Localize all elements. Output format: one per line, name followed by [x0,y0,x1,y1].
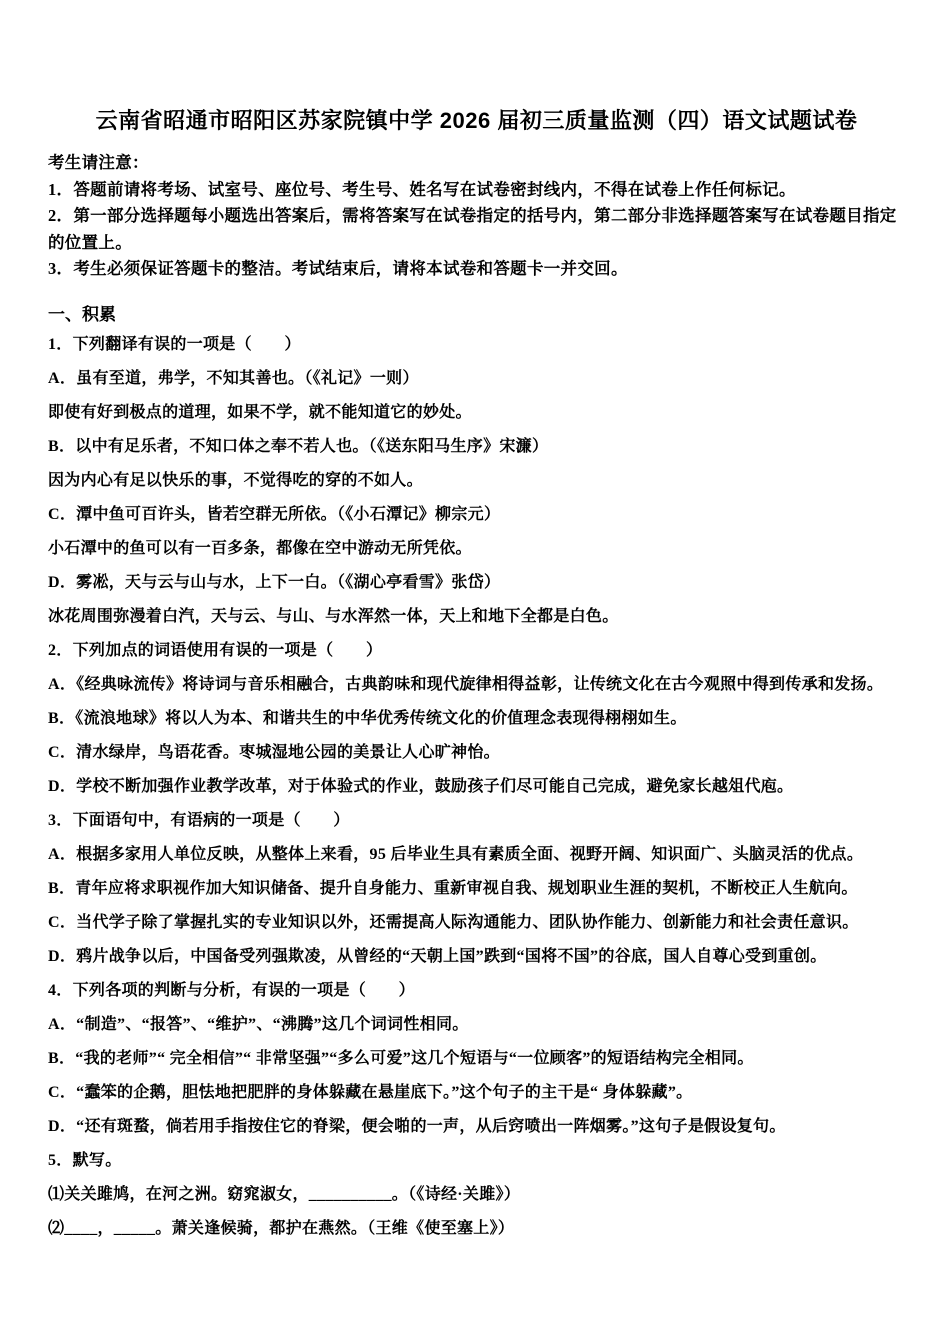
notice-item-3: 3．考生必须保证答题卡的整洁。考试结束后，请将本试卷和答题卡一并交回。 [48,259,628,278]
q1-option-a: A．虽有至道，弗学，不知其善也。（《礼记》一则） [48,369,419,387]
q4-option-a: A．“制造”、“报答”、“维护”、“沸腾”这几个词词性相同。 [48,1015,469,1033]
section-heading-accumulation: 一、积累 [48,304,116,324]
q3-option-a: A．根据多家用人单位反映，从整体上来看，95 后毕业生具有素质全面、视野开阔、知识面广、头脑灵活的优点。 [48,845,864,863]
q2-option-d: D．学校不断加强作业教学改革，对于体验式的作业，鼓励孩子们尽可能自己完成，避免家长越俎代庖。 [48,777,794,795]
question-5-stem: 5．默写。 [48,1151,122,1169]
q1-translation-a: 即使有好到极点的道理，如果不学，就不能知道它的妙处。 [48,403,472,421]
q5-blank-2: ⑵____，_____。萧关逢候骑，都护在燕然。（王维《使至塞上》） [48,1219,515,1237]
q2-option-a: A．《经典咏流传》将诗词与音乐相融合，古典韵味和现代旋律相得益彰，让传统文化在古今观照中得到传承和发扬。 [48,675,884,693]
notice-item-1: 1．答题前请将考场、试室号、座位号、考生号、姓名写在试卷密封线内，不得在试卷上作任何标记。 [48,179,796,199]
q4-option-c: C．“蠢笨的企鹅，胆怯地把肥胖的身体躲藏在悬崖底下。”这个句子的主干是“ 身体躲藏”。 [48,1083,693,1101]
q4-option-d: D．“还有斑蝥，倘若用手指按住它的脊梁，便会啪的一声，从后窍喷出一阵烟雾。”这句子是假设复句。 [48,1117,786,1135]
question-list [48,328,905,1246]
q3-option-b: B．青年应将求职视作加大知识储备、提升自身能力、重新审视自我、规划职业生涯的契机，不断校正人生航向。 [48,879,858,897]
question-4-stem: 4．下列各项的判断与分析，有误的一项是（ ） [48,981,415,999]
question-1-stem: 1．下列翻译有误的一项是（ ） [48,335,301,353]
q2-option-c: C．清水绿岸，鸟语花香。枣城湿地公园的美景让人心旷神怡。 [48,743,500,761]
notice-item-2: 2．第一部分选择题每小题选出答案后，需将答案写在试卷指定的括号内，第二部分非选择题答案写在试卷题目指定的位置上。 [48,206,897,252]
question-3-stem: 3．下面语句中，有语病的一项是（ ） [48,811,350,829]
page-title: 云南省昭通市昭阳区苏家院镇中学 2026 届初三质量监测（四）语文试题试卷 [95,108,858,133]
q4-option-b: B．“我的老师”“ 完全相信”“ 非常坚强”“多么可爱”这几个短语与“一位顾客”的短语结构完全相同。 [48,1049,754,1067]
q1-translation-b: 因为内心有足以快乐的事，不觉得吃的穿的不如人。 [48,471,423,489]
candidate-notice [48,150,905,283]
notice-heading: 考生请注意： [48,153,149,172]
q1-option-c: C．潭中鱼可百许头，皆若空群无所依。（《小石潭记》柳宗元） [48,505,501,523]
question-2-stem: 2．下列加点的词语使用有误的一项是（ ） [48,641,383,659]
q3-option-c: C．当代学子除了掌握扎实的专业知识以外，还需提高人际沟通能力、团队协作能力、创新能力和社会责任意识。 [48,913,859,931]
q1-option-b: B．以中有足乐者，不知口体之奉不若人也。（《送东阳马生序》宋濂） [48,437,549,455]
q3-option-d: D．鸦片战争以后，中国备受列强欺凌，从曾经的“天朝上国”跌到“国将不国”的谷底，国人自尊心受到重创。 [48,947,827,965]
q2-option-b: B．《流浪地球》将以人为本、和谐共生的中华优秀传统文化的价值理念表现得栩栩如生。 [48,709,687,727]
q1-translation-d: 冰花周围弥漫着白汽，天与云、与山、与水浑然一体，天上和地下全都是白色。 [48,607,619,625]
q5-blank-1: ⑴关关雎鸠，在河之洲。窈窕淑女，__________。（《诗经·关雎》） [48,1185,521,1203]
q1-option-d: D．雾凇，天与云与山与水，上下一白。（《湖心亭看雪》张岱） [48,573,501,591]
q1-translation-c: 小石潭中的鱼可以有一百多条，都像在空中游动无所凭依。 [48,539,472,557]
